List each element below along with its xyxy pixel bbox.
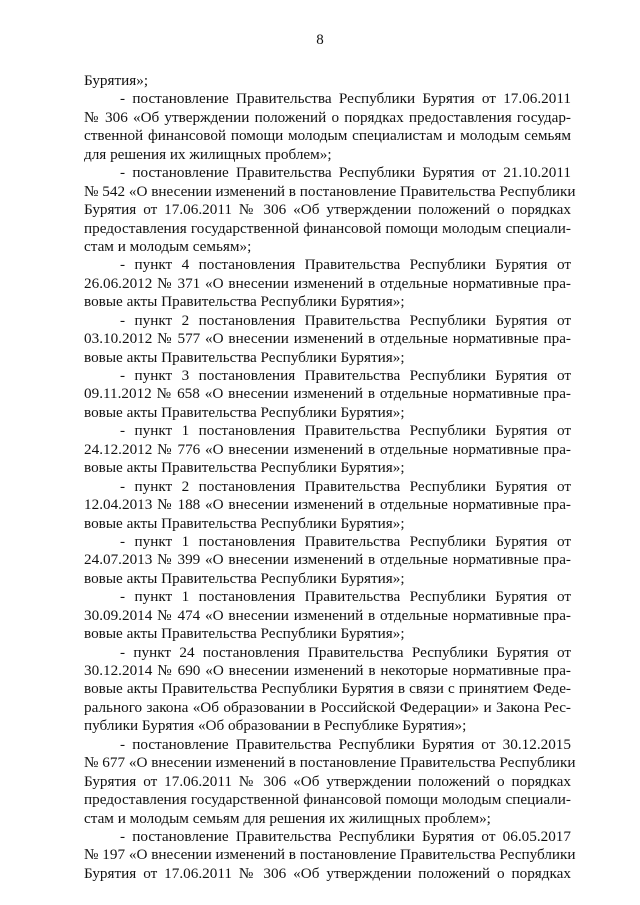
text-line: № 542 «О внесении изменений в постановление Правительства Республики: [84, 182, 576, 200]
text-line: 30.09.2014 № 474 «О внесении изменений в отдельные нормативные пра-: [84, 606, 571, 624]
text-line: 30.12.2014 № 690 «О внесении изменений в некоторые нормативные пра-: [84, 662, 571, 679]
page-number: 8: [316, 32, 324, 48]
text-line: - постановление Правительства Республики Бурятия от 17.06.2011: [120, 90, 571, 108]
text-line: № 306 «Об утверждении положений о порядках предоставления государ-: [84, 108, 571, 126]
text-line: 09.11.2012 № 658 «О внесении изменений в отдельные нормативные пра-: [84, 385, 571, 403]
text-line: 03.10.2012 № 577 «О внесении изменений в отдельные нормативные пра-: [84, 330, 571, 348]
text-line: 12.04.2013 № 188 «О внесении изменений в отдельные нормативные пра-: [84, 496, 571, 514]
text-line: № 677 «О внесении изменений в постановление Правительства Республики: [84, 754, 576, 772]
text-line: - пункт 2 постановления Правительства Республики Бурятия от: [120, 477, 571, 495]
text-line: - пункт 2 постановления Правительства Республики Бурятия от: [120, 311, 571, 329]
text-line: 24.07.2013 № 399 «О внесении изменений в отдельные нормативные пра-: [84, 551, 571, 569]
text-line: стам и молодым семьям»;: [84, 237, 252, 255]
text-line: вовые акты Правительства Республики Бурятия»;: [84, 459, 405, 477]
text-line: публики Бурятия «Об образовании в Республике Бурятия»;: [84, 717, 467, 735]
text-line: № 197 «О внесении изменений в постановление Правительства Республики: [84, 846, 576, 864]
text-line: вовые акты Правительства Республики Бурятия»;: [84, 293, 405, 311]
text-line: вовые акты Правительства Республики Бурятия в связи с принятием Федe-: [84, 680, 571, 698]
text-line: - пункт 24 постановления Правительства Республики Бурятия от: [120, 643, 571, 661]
text-line: Бурятия от 17.06.2011 № 306 «Об утверждении положений о порядках: [84, 201, 571, 219]
text-line: стам и молодым семьям для решения их жилищных проблем»;: [84, 809, 491, 827]
text-line: вовые акты Правительства Республики Бурятия»;: [84, 403, 405, 421]
text-line: Бурятия»;: [84, 72, 149, 89]
text-line: - пункт 4 постановления Правительства Республики Бурятия от: [120, 256, 571, 274]
text-line: Бурятия от 17.06.2011 № 306 «Об утверждении положений о порядках: [84, 864, 571, 882]
text-line: - постановление Правительства Республики Бурятия от 06.05.2017: [120, 827, 571, 845]
document-body: [84, 72, 576, 883]
text-line: - пункт 1 постановления Правительства Республики Бурятия от: [120, 422, 571, 440]
text-line: 24.12.2012 № 776 «О внесении изменений в отдельные нормативные пра-: [84, 440, 571, 458]
text-line: Бурятия от 17.06.2011 № 306 «Об утверждении положений о порядках: [84, 772, 571, 790]
text-line: - постановление Правительства Республики Бурятия от 21.10.2011: [120, 164, 571, 182]
text-line: - пункт 3 постановления Правительства Республики Бурятия от: [120, 367, 571, 384]
text-line: 26.06.2012 № 371 «О внесении изменений в отдельные нормативные пра-: [84, 274, 571, 292]
text-line: рального закона «Об образовании в Российской Федерации» и Закона Рес-: [84, 698, 571, 716]
text-line: - пункт 1 постановления Правительства Республики Бурятия от: [120, 532, 571, 550]
text-line: для решения их жилищных проблем»;: [84, 145, 332, 163]
text-line: ственной финансовой помощи молодым специалистам и молодым семьям: [84, 127, 571, 145]
text-line: вовые акты Правительства Республики Бурятия»;: [84, 625, 405, 643]
text-line: вовые акты Правительства Республики Бурятия»;: [84, 569, 405, 587]
text-line: - постановление Правительства Республики Бурятия от 30.12.2015: [120, 735, 571, 753]
text-line: вовые акты Правительства Республики Бурятия»;: [84, 514, 405, 532]
text-line: - пункт 1 постановления Правительства Республики Бурятия от: [120, 588, 571, 606]
text-line: предоставления государственной финансовой помощи молодым специали-: [84, 219, 571, 237]
text-line: вовые акты Правительства Республики Бурятия»;: [84, 348, 405, 366]
text-line: предоставления государственной финансовой помощи молодым специали-: [84, 791, 571, 809]
